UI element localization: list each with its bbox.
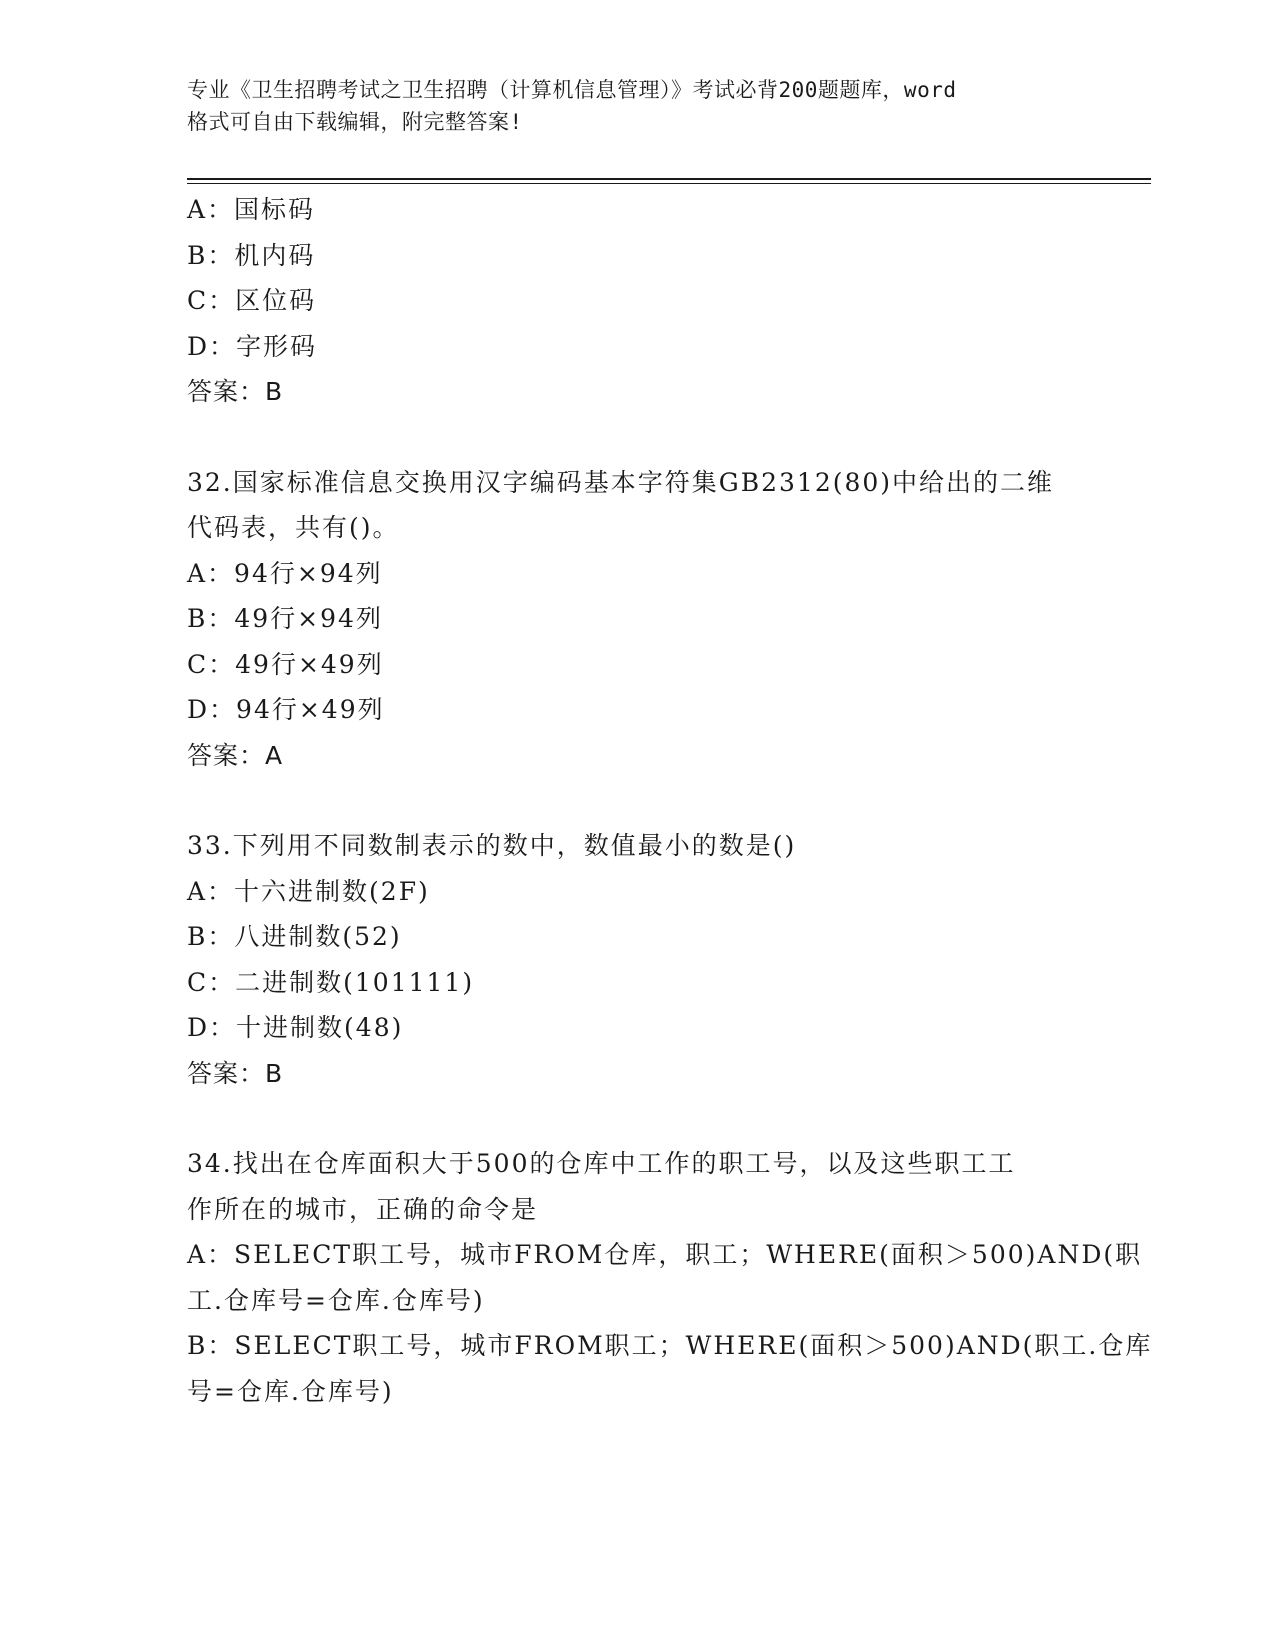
option-b-line-1: B：SELECT职工号，城市FROM职工；WHERE(面积＞500)AND(职工.仓库	[187, 1331, 1153, 1360]
option-b: B：49行×94列	[187, 604, 383, 633]
spacer	[187, 415, 1087, 460]
option-a-line-1: A：SELECT职工号，城市FROM仓库，职工；WHERE(面积＞500)AND(职	[187, 1240, 1143, 1269]
spacer	[187, 778, 1087, 823]
header-divider-thick	[187, 178, 1151, 180]
question-stem-line-2: 作所在的城市，正确的命令是	[187, 1194, 539, 1224]
question-stem-line-1: 32.国家标准信息交换用汉字编码基本字符集GB2312(80)中给出的二维	[187, 467, 1055, 497]
question-34	[187, 1141, 1153, 1414]
option-d: D：94行×49列	[187, 695, 385, 724]
header-line-1: 专业《卫生招聘考试之卫生招聘（计算机信息管理）》考试必背200题题库，word	[187, 78, 957, 102]
header-divider-thin	[187, 183, 1151, 184]
option-d: D：十进制数(48)	[187, 1013, 404, 1042]
answer-label: 答案：A	[187, 740, 284, 770]
option-d: D：字形码	[187, 331, 318, 361]
answer-label: 答案：B	[187, 377, 284, 406]
question-33	[187, 823, 1087, 1096]
option-a: A：国标码	[187, 195, 316, 224]
option-c: C：二进制数(101111)	[187, 967, 475, 997]
question-stem-line-2: 代码表，共有()。	[187, 513, 400, 542]
question-32	[187, 460, 1087, 779]
option-b: B：机内码	[187, 240, 316, 270]
question-list	[187, 187, 1153, 1414]
option-c: C：区位码	[187, 286, 317, 315]
option-a: A：94行×94列	[187, 558, 383, 588]
option-b: B：八进制数(52)	[187, 922, 402, 951]
spacer	[187, 1096, 1087, 1141]
option-c: C：49行×49列	[187, 649, 384, 679]
option-a-line-2: 工.仓库号=仓库.仓库号)	[187, 1285, 485, 1315]
question-stem-line-1: 34.找出在仓库面积大于500的仓库中工作的职工号，以及这些职工工	[187, 1149, 1016, 1178]
question-31	[187, 187, 1087, 415]
header-line-2: 格式可自由下载编辑，附完整答案!	[187, 110, 523, 134]
option-a: A：十六进制数(2F)	[187, 876, 430, 906]
option-b-line-2: 号=仓库.仓库号)	[187, 1376, 394, 1406]
question-stem-line-1: 33.下列用不同数制表示的数中，数值最小的数是()	[187, 831, 797, 860]
answer-label: 答案：B	[187, 1058, 284, 1088]
document-header	[187, 74, 1087, 138]
